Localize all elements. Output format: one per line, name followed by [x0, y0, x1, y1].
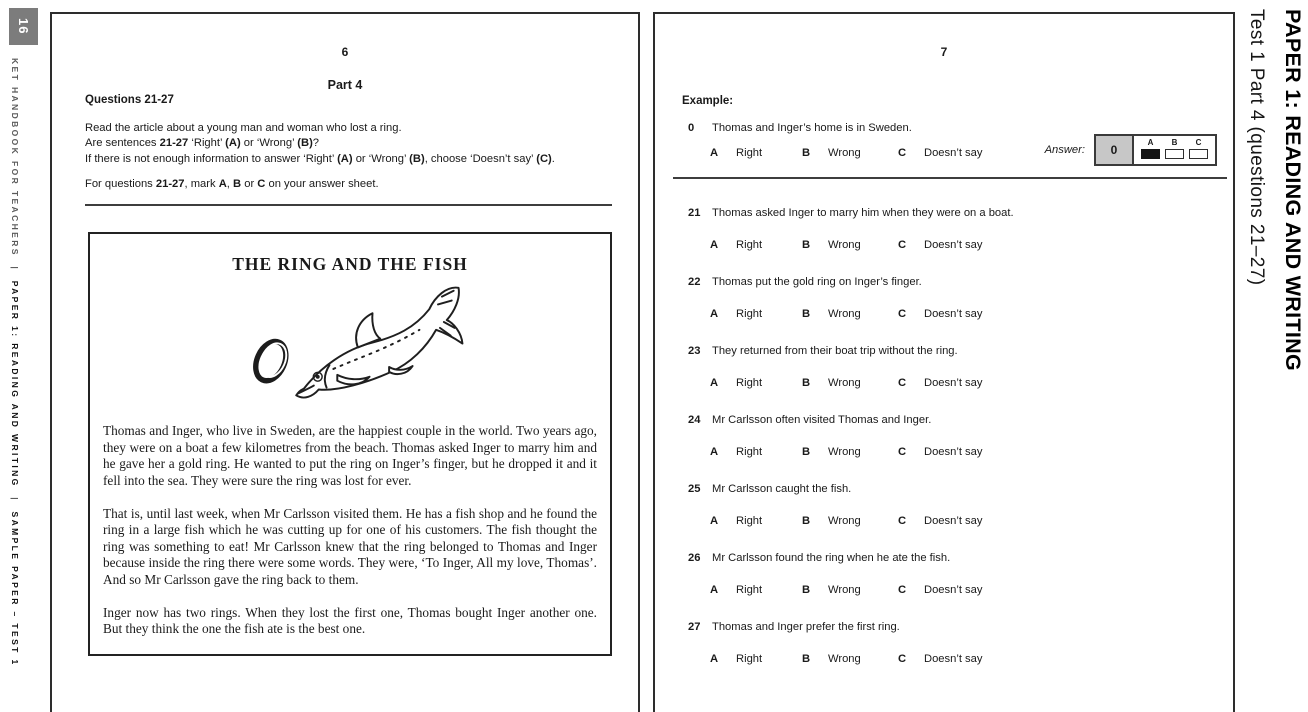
question-text: Mr Carlsson often visited Thomas and Inger. [712, 414, 932, 426]
answer-options-row [710, 584, 1233, 596]
option-label-A: Right [736, 584, 763, 596]
answer-choice-B [1165, 138, 1184, 162]
answer-mark-box [1189, 149, 1208, 159]
answer-choice-letter: B [1171, 138, 1178, 147]
footer-text-segment: KET HANDBOOK FOR TEACHERS [10, 58, 20, 257]
option-label-B: Wrong [828, 239, 861, 251]
option-label-B: Wrong [828, 308, 861, 320]
answer-options-row [710, 446, 1233, 458]
option-label-A: Right [736, 308, 763, 320]
part-heading: Part 4 [327, 78, 363, 92]
answer-options-row [710, 239, 1233, 251]
option-label-A: Right [736, 515, 763, 527]
divider-rule [673, 177, 1227, 179]
example-text: Thomas and Inger’s home is in Sweden. [712, 122, 912, 134]
page-6 [50, 12, 640, 712]
fish-icon [296, 288, 462, 398]
option-key-B: B [802, 239, 811, 251]
footer-text-segment: PAPER 1: READING AND WRITING [10, 280, 20, 488]
answer-options-row [710, 653, 1233, 665]
test-part-subtitle-vertical: Test 1 Part 4 (questions 21–27) [1246, 9, 1267, 286]
answer-options-row [710, 515, 1233, 527]
option-label-A: Right [736, 239, 763, 251]
option-key-C: C [898, 584, 907, 596]
answer-choice-A [1141, 138, 1160, 162]
question-block [655, 276, 1233, 320]
question-statement [688, 207, 1233, 219]
answer-number-cell: 0 [1096, 136, 1134, 164]
option-label-B: Wrong [828, 147, 861, 159]
page-number: 7 [940, 45, 948, 59]
example-heading: Example: [682, 95, 734, 107]
article-paragraph: Thomas and Inger, who live in Sweden, are the happiest couple in the world. Two years ago, they were on a boat a few kilometres from the beach. Thomas asked Inger to marry him and he gave her a gold ring. He wanted to put the ring on Inger’s finger, but he dropped it and it fell into the sea. They were sure the ring was lost for ever. [103, 423, 597, 488]
mark-instruction: For questions 21-27, mark A, B or C on your answer sheet. [85, 178, 379, 191]
option-label-B: Wrong [828, 653, 861, 665]
option-key-C: C [898, 377, 907, 389]
article-paragraph: Inger now has two rings. When they lost the first one, Thomas bought Inger another one. But they think the one the fish ate is the best one. [103, 604, 597, 637]
question-text: Mr Carlsson found the ring when he ate the fish. [712, 552, 951, 564]
option-label-C: Doesn’t say [924, 308, 983, 320]
question-block [655, 483, 1233, 527]
option-key-C: C [898, 515, 907, 527]
question-statement [688, 621, 1233, 633]
footer-separator: | [10, 497, 20, 502]
option-key-B: B [802, 653, 811, 665]
question-text: Thomas put the gold ring on Inger’s finger. [712, 276, 922, 288]
ring-icon [250, 337, 292, 386]
footer-separator: | [10, 266, 20, 272]
option-key-C: C [898, 653, 907, 665]
question-text: Thomas asked Inger to marry him when they were on a boat. [712, 207, 1014, 219]
question-number: 22 [688, 276, 701, 288]
option-label-C: Doesn’t say [924, 446, 983, 458]
divider-rule [85, 204, 612, 206]
option-key-B: B [802, 147, 811, 159]
question-block [655, 345, 1233, 389]
option-label-C: Doesn’t say [924, 147, 983, 159]
option-label-A: Right [736, 653, 763, 665]
instruction-line: Are sentences 21-27 ‘Right’ (A) or ‘Wrong’ (B)? [85, 137, 320, 150]
option-key-A: A [710, 147, 719, 159]
option-label-A: Right [736, 377, 763, 389]
page-number-badge: 16 [9, 8, 38, 45]
fish-and-ring-illustration [225, 279, 475, 411]
page-7 [653, 12, 1235, 712]
answer-options-row [710, 308, 1233, 320]
article-body [90, 423, 610, 638]
question-statement [688, 552, 1233, 564]
question-number: 21 [688, 207, 701, 219]
question-text: Thomas and Inger prefer the first ring. [712, 621, 900, 633]
question-block [655, 621, 1233, 665]
article-paragraph: That is, until last week, when Mr Carlsson visited them. He has a fish shop and he found the ring in a large fish which he was cutting up for one of his customers. The fish thought the ring was something to eat! Mr Carlsson knew that the ring belonged to Thomas and Inger because inside the ring there were some words. They were, ‘To Inger, All my love, Thomas’. And so Mr Carlsson gave the ring back to them. [103, 505, 597, 587]
option-key-A: A [710, 377, 719, 389]
page-number: 6 [341, 45, 349, 59]
option-label-C: Doesn’t say [924, 584, 983, 596]
answer-box [1094, 134, 1217, 166]
example-number: 0 [688, 122, 695, 134]
instruction-line: Read the article about a young man and woman who lost a ring. [85, 122, 402, 134]
question-statement [688, 276, 1233, 288]
instructions [85, 121, 630, 167]
option-label-C: Doesn’t say [924, 377, 983, 389]
option-key-C: C [898, 446, 907, 458]
question-text: Mr Carlsson caught the fish. [712, 483, 852, 495]
option-key-A: A [710, 584, 719, 596]
questions-heading: Questions 21-27 [85, 94, 174, 106]
answer-options-row [710, 377, 1233, 389]
option-key-C: C [898, 308, 907, 320]
example-statement [688, 122, 1233, 134]
question-statement [688, 345, 1233, 357]
article-box [88, 232, 612, 656]
option-key-A: A [710, 653, 719, 665]
option-label-B: Wrong [828, 446, 861, 458]
option-key-C: C [898, 239, 907, 251]
left-margin-running-footer [10, 58, 20, 667]
paper-title-vertical: PAPER 1: READING AND WRITING [1281, 9, 1305, 371]
answer-area [1045, 134, 1217, 166]
questions-list [655, 207, 1233, 665]
option-key-B: B [802, 515, 811, 527]
answer-choice-C [1189, 138, 1208, 162]
question-block [655, 552, 1233, 596]
option-key-A: A [710, 446, 719, 458]
option-key-A: A [710, 239, 719, 251]
answer-choice-letter: C [1195, 138, 1202, 147]
footer-text-segment: SAMPLE PAPER – TEST 1 [10, 511, 20, 667]
option-label-B: Wrong [828, 377, 861, 389]
question-number: 25 [688, 483, 701, 495]
option-key-A: A [710, 515, 719, 527]
option-label-B: Wrong [828, 584, 861, 596]
instruction-line: If there is not enough information to answer ‘Right’ (A) or ‘Wrong’ (B), choose ‘Doesn’t say’ (C). [85, 152, 555, 165]
option-key-B: B [802, 446, 811, 458]
answer-label: Answer: [1044, 144, 1085, 156]
question-number: 26 [688, 552, 701, 564]
answer-mark-box [1141, 149, 1160, 159]
option-key-A: A [710, 308, 719, 320]
question-text: They returned from their boat trip without the ring. [712, 345, 958, 357]
question-statement [688, 483, 1233, 495]
question-number: 27 [688, 621, 701, 633]
option-label-A: Right [736, 147, 763, 159]
answer-choices [1134, 136, 1215, 164]
question-number: 23 [688, 345, 701, 357]
option-key-C: C [898, 147, 907, 159]
option-label-C: Doesn’t say [924, 515, 983, 527]
answer-mark-box [1165, 149, 1184, 159]
option-label-B: Wrong [828, 515, 861, 527]
question-block [655, 207, 1233, 251]
article-title: THE RING AND THE FISH [232, 254, 468, 275]
option-key-B: B [802, 584, 811, 596]
option-label-C: Doesn’t say [924, 239, 983, 251]
question-number: 24 [688, 414, 701, 426]
example-options-row [710, 138, 1233, 159]
option-label-A: Right [736, 446, 763, 458]
option-key-B: B [802, 308, 811, 320]
answer-choice-letter: A [1147, 138, 1154, 147]
option-label-C: Doesn’t say [924, 653, 983, 665]
option-key-B: B [802, 377, 811, 389]
question-statement [688, 414, 1233, 426]
question-block [655, 414, 1233, 458]
